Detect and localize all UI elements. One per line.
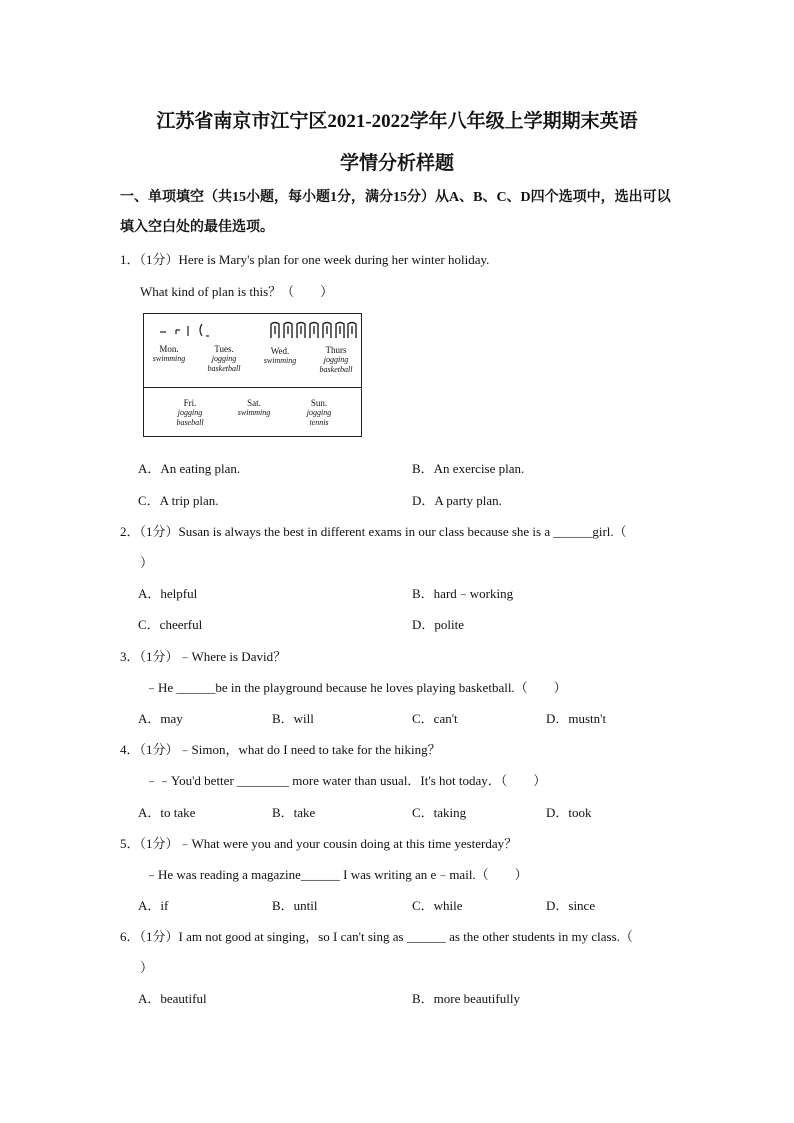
option-b: B．hard﹣working [412, 586, 514, 601]
section-heading-cont: 填入空白处的最佳选项。 [120, 220, 274, 235]
question-3-stem-cont: ﹣He ______be in the playground because he loves playing basketball.（ ） [145, 680, 567, 695]
option-a: A．if [138, 898, 169, 913]
page-subtitle: 学情分析样题 [339, 153, 454, 174]
option-a: A．to take [138, 805, 196, 820]
plan-day: Sun. [310, 398, 328, 408]
plan-cell-mon [139, 344, 199, 364]
option-b: B．will [272, 711, 314, 726]
question-1-prompt: What kind of plan is this？（ ） [140, 284, 334, 299]
option-d: D．since [546, 898, 596, 913]
plan-day: Fri. [183, 398, 197, 408]
option-c: C．taking [412, 805, 467, 820]
plan-cell-sun [289, 398, 349, 428]
plan-cell-sat [224, 398, 284, 418]
option-d: D．polite [412, 617, 464, 632]
plan-activity: baseball [176, 418, 204, 427]
option-c: C．cheerful [138, 617, 203, 632]
plan-activity: jogging [177, 408, 203, 417]
plan-activity: jogging [306, 408, 332, 417]
option-d: D．mustn't [546, 711, 607, 726]
option-d: D．took [546, 805, 592, 820]
option-b: B．An exercise plan. [412, 461, 525, 476]
plan-day: Mon. [159, 344, 179, 354]
plan-activity: jogging [323, 355, 349, 364]
question-3-stem: 3．（1分）﹣Where is David？ [120, 649, 287, 664]
question-4-stem: 4．（1分）﹣Simon，what do I need to take for the hiking？ [120, 742, 441, 757]
plan-cell-fri [160, 398, 220, 428]
plan-cell-wed [250, 346, 310, 366]
plan-activity: swimming [152, 354, 186, 363]
plan-cell-thurs [306, 345, 366, 375]
question-4-stem-cont: ﹣﹣You'd better ________ more water than usual．It's hot today．（ ） [145, 773, 547, 788]
question-2-stem-cont: ） [140, 555, 154, 570]
plan-activity: swimming [263, 356, 297, 365]
section-heading: 一、单项填空（共15小题，每小题1分，满分15分）从A、B、C、D四个选项中，选出可以 [120, 190, 671, 205]
stick-figures-right [268, 320, 360, 338]
plan-activity: tennis [309, 418, 329, 427]
plan-day: Tues. [214, 344, 234, 354]
question-6-stem-cont: ） [140, 960, 154, 975]
plan-day: Wed. [270, 346, 290, 356]
question-2-stem: 2．（1分）Susan is always the best in different exams in our class because she is a ______girl.（ [120, 524, 627, 539]
question-5-stem: 5．（1分）﹣What were you and your cousin doing at this time yesterday？ [120, 836, 518, 851]
page-title: 江苏省南京市江宁区2021-2022学年八年级上学期期末英语 [156, 111, 638, 132]
question-6-stem: 6．（1分）I am not good at singing，so I can't sing as ______ as the other students in my class.（ [120, 929, 633, 944]
plan-activity: jogging [211, 354, 237, 363]
plan-cell-tues [194, 344, 254, 374]
plan-activity: swimming [237, 408, 271, 417]
option-a: A．helpful [138, 586, 198, 601]
question-1-stem: 1．（1分）Here is Mary's plan for one week during her winter holiday. [120, 252, 490, 267]
option-c: C．A trip plan. [138, 493, 219, 508]
option-a: A．An eating plan. [138, 461, 241, 476]
option-b: B．more beautifully [412, 991, 520, 1006]
plan-activity: basketball [319, 365, 353, 374]
option-c: C．while [412, 898, 463, 913]
plan-divider [144, 387, 361, 388]
question-5-stem-cont: ﹣He was reading a magazine______ I was writing an e﹣mail.（ ） [145, 867, 528, 882]
option-b: B．take [272, 805, 316, 820]
plan-day: Thurs [325, 345, 347, 355]
option-a: A．beautiful [138, 991, 207, 1006]
option-a: A．may [138, 711, 183, 726]
option-d: D．A party plan. [412, 493, 502, 508]
plan-day: Sat. [247, 398, 261, 408]
option-c: C．can't [412, 711, 458, 726]
stick-figures-left [156, 320, 216, 338]
plan-activity: basketball [207, 364, 241, 373]
weekly-plan-image [143, 313, 362, 437]
option-b: B．until [272, 898, 318, 913]
